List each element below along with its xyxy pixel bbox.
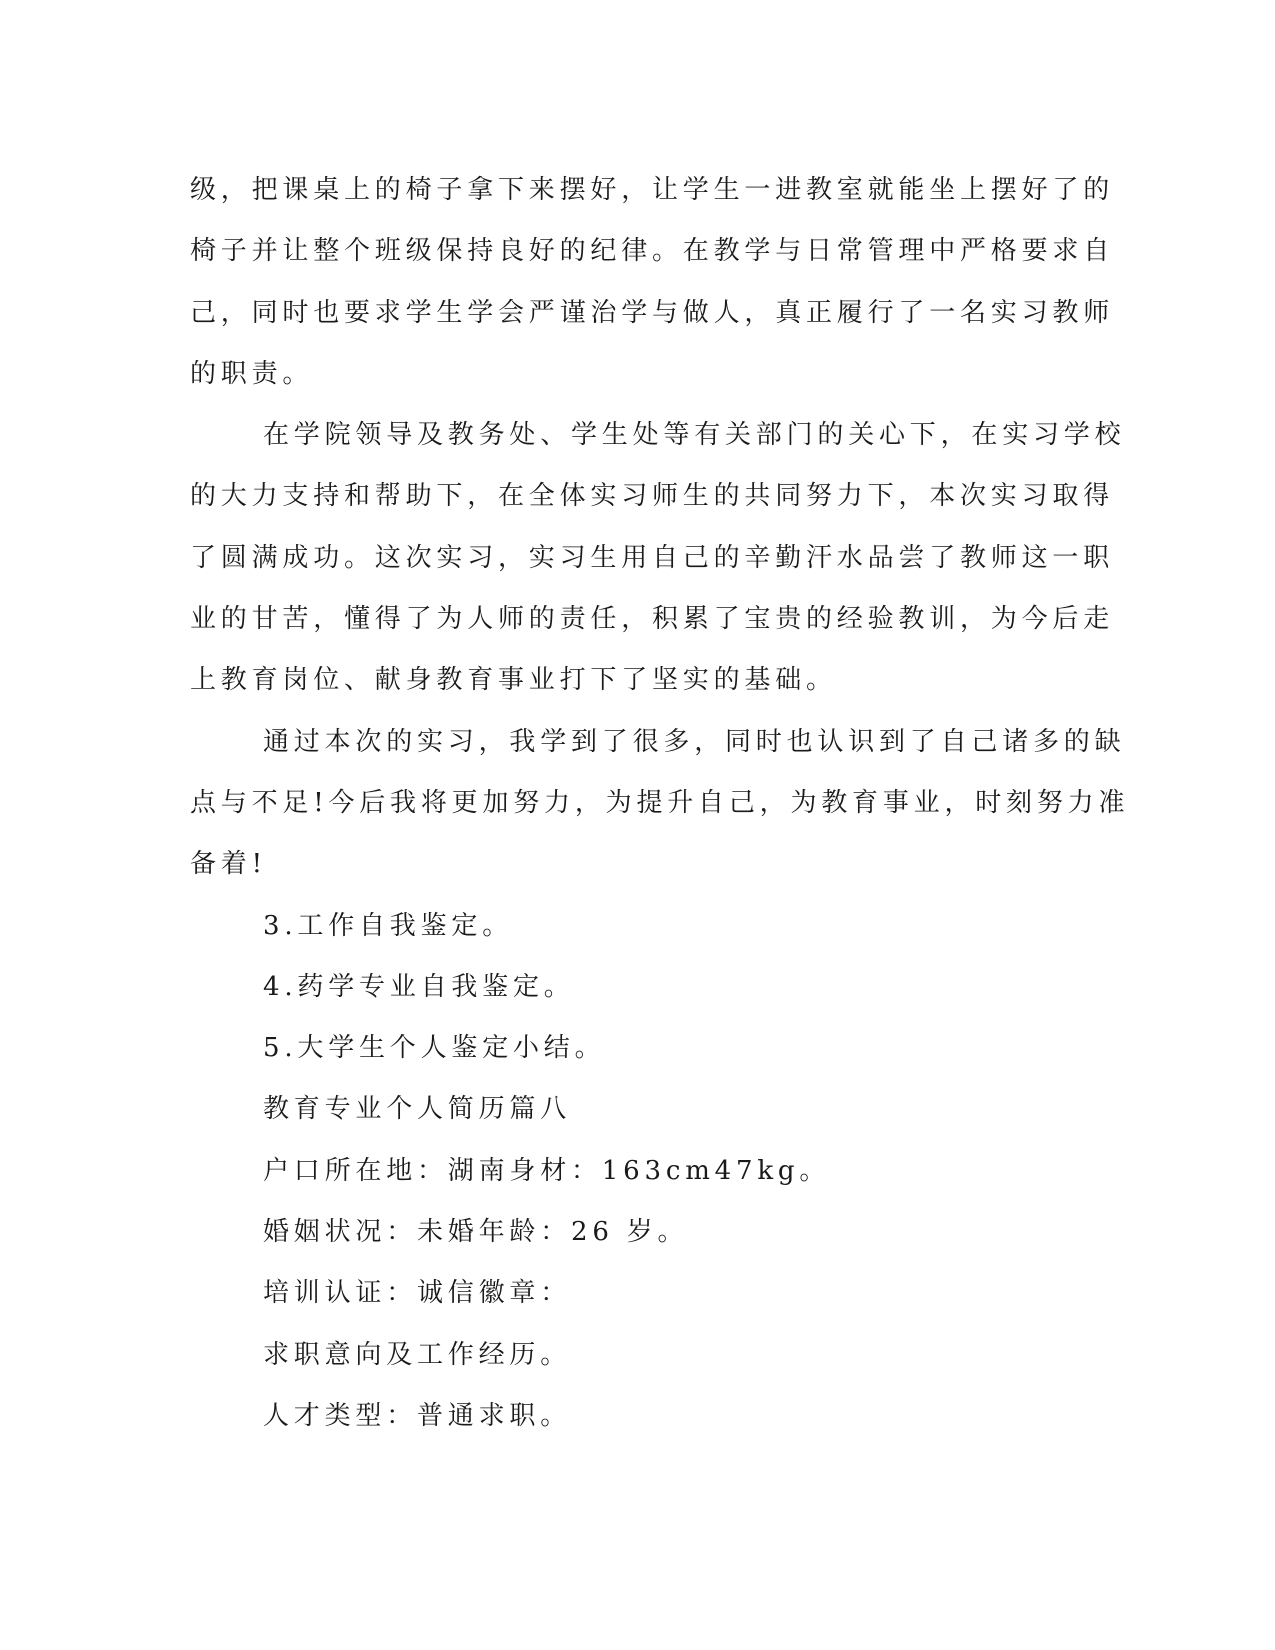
text-line: 了圆满成功。这次实习，实习生用自己的辛勤汗水品尝了教师这一职 bbox=[190, 542, 1115, 573]
text-line: 级，把课桌上的椅子拿下来摆好，让学生一进教室就能坐上摆好了的 bbox=[190, 175, 1115, 205]
document-body bbox=[190, 160, 1130, 1447]
info-line: 求职意向及工作经历。 bbox=[263, 1339, 572, 1370]
list-item: 3.工作自我鉴定。 bbox=[263, 910, 514, 941]
text-line: 的职责。 bbox=[190, 358, 314, 389]
info-line: 婚姻状况：未婚年龄：26 岁。 bbox=[263, 1217, 689, 1248]
text-line: 点与不足!今后我将更加努力，为提升自己，为教育事业，时刻努力准 bbox=[190, 787, 1130, 818]
paragraph-first-line: 通过本次的实习，我学到了很多，同时也认识到了自己诸多的缺 bbox=[263, 726, 1126, 757]
list-item: 5.大学生个人鉴定小结。 bbox=[263, 1033, 606, 1064]
info-line: 培训认证：诚信徽章： bbox=[263, 1278, 572, 1309]
text-line: 备着! bbox=[190, 849, 267, 880]
info-line: 人才类型：普通求职。 bbox=[263, 1400, 572, 1431]
text-line: 己，同时也要求学生学会严谨治学与做人，真正履行了一名实习教师 bbox=[190, 297, 1115, 328]
text-line: 椅子并让整个班级保持良好的纪律。在教学与日常管理中严格要求自 bbox=[190, 236, 1115, 267]
paragraph-first-line: 在学院领导及教务处、学生处等有关部门的关心下，在实习学校 bbox=[263, 420, 1126, 451]
text-line: 上教育岗位、献身教育事业打下了坚实的基础。 bbox=[190, 665, 837, 696]
info-line: 户口所在地：湖南身材：163cm47kg。 bbox=[263, 1155, 831, 1186]
list-item: 4.药学专业自我鉴定。 bbox=[263, 971, 575, 1002]
text-line: 业的甘苦，懂得了为人师的责任，积累了宝贵的经验教训，为今后走 bbox=[190, 604, 1115, 635]
section-heading: 教育专业个人简历篇八 bbox=[263, 1094, 572, 1125]
text-line: 的大力支持和帮助下，在全体实习师生的共同努力下，本次实习取得 bbox=[190, 481, 1115, 512]
